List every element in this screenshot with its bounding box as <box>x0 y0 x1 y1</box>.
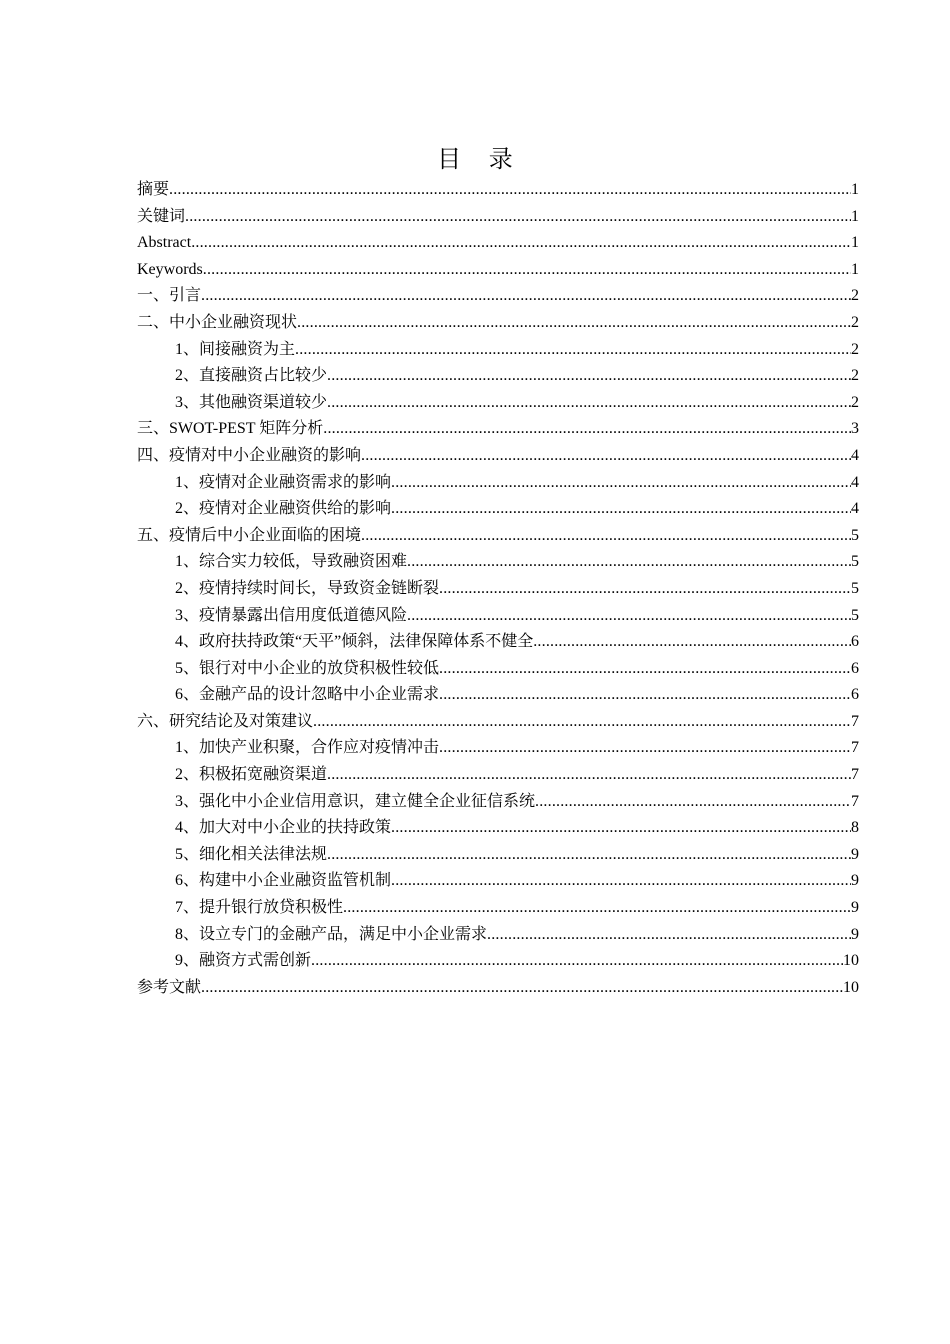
toc-entry[interactable] <box>137 470 859 497</box>
toc-entry-page-number: 2 <box>851 287 859 305</box>
toc-entry-page-number: 1 <box>851 234 859 252</box>
dot-leader <box>535 789 851 816</box>
toc-entry-page-number: 7 <box>851 766 859 784</box>
toc-entry-page-number: 9 <box>851 925 859 943</box>
toc-entry[interactable] <box>137 204 859 231</box>
toc-entry-page-number: 6 <box>851 659 859 677</box>
toc-entry-page-number: 3 <box>851 420 859 438</box>
toc-entry-page-number: 9 <box>851 845 859 863</box>
toc-entry-page-number: 4 <box>851 473 859 491</box>
dot-leader <box>361 443 851 470</box>
toc-entry-label: 1、综合实力较低，导致融资困难 <box>175 553 408 571</box>
toc-entry[interactable] <box>137 310 859 337</box>
toc-entry-page-number: 2 <box>851 367 859 385</box>
dot-leader <box>391 496 851 523</box>
toc-entry-label: 4、政府扶持政策“天平”倾斜，法律保障体系不健全 <box>175 633 534 651</box>
toc-list <box>137 177 859 1001</box>
toc-entry-label: 3、疫情暴露出信用度低道德风险 <box>175 606 408 624</box>
toc-entry-page-number: 1 <box>851 181 859 198</box>
dot-leader <box>201 975 843 1002</box>
toc-entry[interactable] <box>137 789 859 816</box>
dot-leader <box>439 576 851 603</box>
dot-leader <box>391 815 851 842</box>
toc-entry[interactable] <box>137 177 859 204</box>
toc-entry-page-number: 5 <box>851 579 859 597</box>
dot-leader <box>327 762 851 789</box>
toc-entry[interactable] <box>137 257 859 284</box>
toc-entry[interactable] <box>137 762 859 789</box>
toc-entry[interactable] <box>137 603 859 630</box>
toc-entry-page-number: 9 <box>851 899 859 917</box>
toc-entry-page-number: 6 <box>851 686 859 704</box>
toc-entry-label: 四、疫情对中小企业融资的影响 <box>137 446 362 464</box>
toc-entry-label: 8、设立专门的金融产品，满足中小企业需求 <box>175 925 488 943</box>
toc-entry-page-number: 4 <box>851 446 859 464</box>
dot-leader <box>343 895 851 922</box>
toc-entry[interactable] <box>137 337 859 364</box>
toc-entry-page-number: 4 <box>851 500 859 518</box>
toc-entry-label: 7、提升银行放贷积极性 <box>175 899 344 917</box>
toc-entry[interactable] <box>137 629 859 656</box>
toc-entry[interactable] <box>137 682 859 709</box>
toc-entry-label: 4、加大对中小企业的扶持政策 <box>175 819 392 837</box>
dot-leader <box>191 230 851 257</box>
toc-entry[interactable] <box>137 895 859 922</box>
toc-entry[interactable] <box>137 735 859 762</box>
toc-entry-label: 1、间接融资为主 <box>175 340 296 358</box>
toc-entry-label: 一、引言 <box>137 287 202 305</box>
toc-entry-label: 2、积极拓宽融资渠道 <box>175 766 328 784</box>
dot-leader <box>407 603 851 630</box>
toc-entry-label: 5、细化相关法律法规 <box>175 845 328 863</box>
toc-entry[interactable] <box>137 868 859 895</box>
toc-entry[interactable] <box>137 842 859 869</box>
toc-entry-page-number: 9 <box>851 872 859 890</box>
toc-entry-label: 3、强化中小企业信用意识，建立健全企业征信系统 <box>175 792 536 810</box>
dot-leader <box>323 416 851 443</box>
toc-entry-page-number: 7 <box>851 739 859 757</box>
dot-leader <box>533 629 851 656</box>
toc-entry-label: Keywords <box>137 260 203 278</box>
dot-leader <box>327 363 851 390</box>
toc-entry-label: 2、直接融资占比较少 <box>175 367 328 385</box>
toc-entry-page-number: 1 <box>851 260 859 278</box>
toc-entry[interactable] <box>137 523 859 550</box>
toc-entry[interactable] <box>137 230 859 257</box>
toc-entry-label: 三、SWOT-PEST 矩阵分析 <box>137 420 324 438</box>
toc-entry-label: 关键词 <box>137 207 186 225</box>
toc-entry[interactable] <box>137 975 859 1002</box>
dot-leader <box>313 709 851 736</box>
toc-entry-page-number: 10 <box>843 952 859 970</box>
toc-entry-page-number: 1 <box>851 207 859 225</box>
toc-entry-page-number: 7 <box>851 792 859 810</box>
toc-entry-page-number: 2 <box>851 340 859 358</box>
toc-entry[interactable] <box>137 576 859 603</box>
dot-leader <box>439 656 851 683</box>
toc-entry-page-number: 7 <box>851 712 859 730</box>
dot-leader <box>297 310 851 337</box>
toc-entry-page-number: 8 <box>851 819 859 837</box>
toc-entry-label: 1、加快产业积聚，合作应对疫情冲击 <box>175 739 440 757</box>
toc-entry[interactable] <box>137 709 859 736</box>
dot-leader <box>391 470 851 497</box>
toc-entry-page-number: 10 <box>843 978 859 996</box>
toc-title: 目 录 <box>437 145 523 173</box>
dot-leader <box>169 177 851 204</box>
toc-entry-label: 2、疫情对企业融资供给的影响 <box>175 500 392 518</box>
toc-entry[interactable] <box>137 922 859 949</box>
toc-entry-label: 2、疫情持续时间长，导致资金链断裂 <box>175 579 440 597</box>
dot-leader <box>201 283 851 310</box>
toc-entry[interactable] <box>137 496 859 523</box>
toc-entry-label: 六、研究结论及对策建议 <box>137 712 314 730</box>
toc-entry-page-number: 5 <box>851 526 859 544</box>
dot-leader <box>311 948 843 975</box>
toc-entry[interactable] <box>137 283 859 310</box>
toc-entry[interactable] <box>137 416 859 443</box>
toc-entry-label: 二、中小企业融资现状 <box>137 313 298 331</box>
toc-entry-label: Abstract <box>137 234 192 252</box>
toc-entry[interactable] <box>137 815 859 842</box>
toc-entry-label: 摘要 <box>137 181 170 198</box>
toc-entry-page-number: 5 <box>851 553 859 571</box>
toc-entry-page-number: 2 <box>851 313 859 331</box>
dot-leader <box>327 842 851 869</box>
toc-entry-label: 1、疫情对企业融资需求的影响 <box>175 473 392 491</box>
toc-entry-page-number: 6 <box>851 633 859 651</box>
dot-leader <box>295 337 851 364</box>
dot-leader <box>203 257 851 284</box>
dot-leader <box>327 390 851 417</box>
toc-entry[interactable] <box>137 656 859 683</box>
dot-leader <box>439 682 851 709</box>
dot-leader <box>407 549 851 576</box>
toc-entry[interactable] <box>137 549 859 576</box>
toc-entry[interactable] <box>137 948 859 975</box>
toc-entry-label: 6、金融产品的设计忽略中小企业需求 <box>175 686 440 704</box>
toc-entry-label: 9、融资方式需创新 <box>175 952 312 970</box>
toc-entry-label: 3、其他融资渠道较少 <box>175 393 328 411</box>
toc-entry-label: 参考文献 <box>137 978 202 996</box>
toc-entry-page-number: 2 <box>851 393 859 411</box>
toc-entry-label: 5、银行对中小企业的放贷积极性较低 <box>175 659 440 677</box>
dot-leader <box>185 204 851 231</box>
dot-leader <box>361 523 851 550</box>
toc-entry-label: 6、构建中小企业融资监管机制 <box>175 872 392 890</box>
toc-entry[interactable] <box>137 363 859 390</box>
dot-leader <box>391 868 851 895</box>
dot-leader <box>439 735 851 762</box>
toc-entry-page-number: 5 <box>851 606 859 624</box>
dot-leader <box>487 922 851 949</box>
toc-entry[interactable] <box>137 390 859 417</box>
toc-entry[interactable] <box>137 443 859 470</box>
toc-entry-label: 五、疫情后中小企业面临的困境 <box>137 526 362 544</box>
